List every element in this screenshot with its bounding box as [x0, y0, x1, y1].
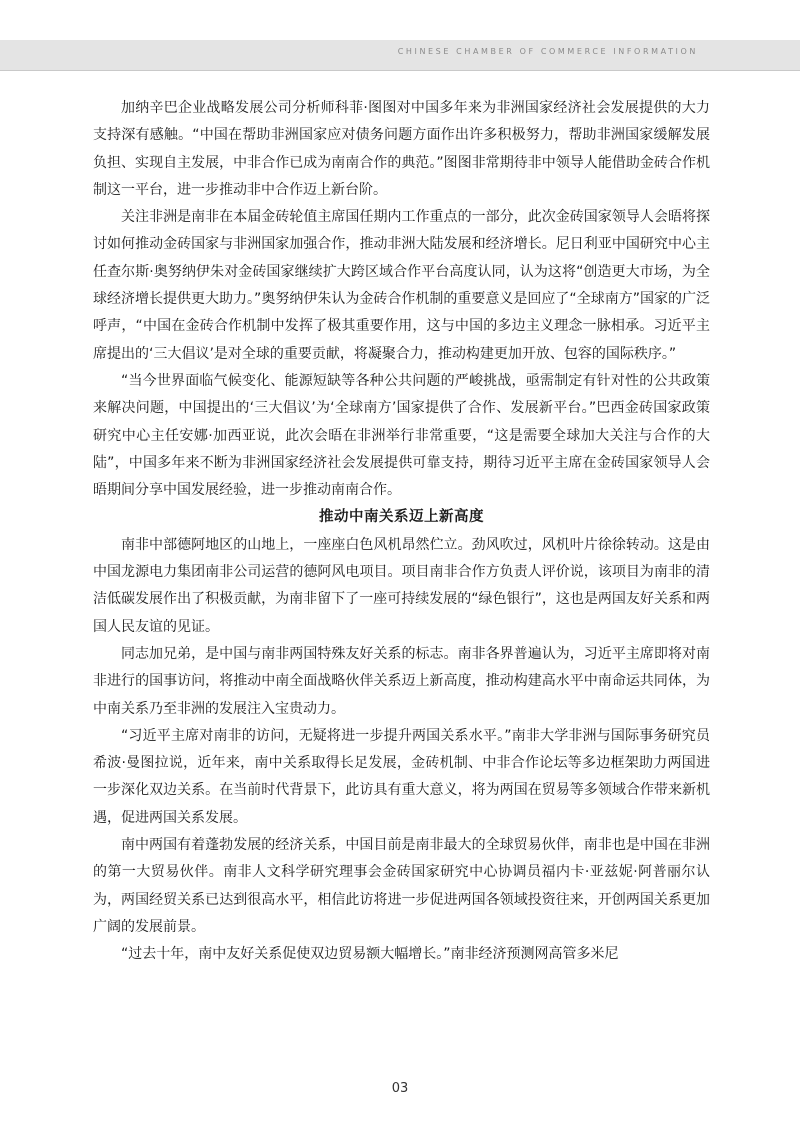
running-header-title: CHINESE CHAMBER OF COMMERCE INFORMATION [397, 47, 698, 56]
paragraph: 关注非洲是南非在本届金砖轮值主席国任期内工作重点的一部分，此次金砖国家领导人会晤将探讨如何推动金砖国家与非洲国家加强合作，推动非洲大陆发展和经济增长。尼日利亚中国研究中心主任查尔斯·奥努纳伊朱对金砖国家继续扩大跨区域合作平台高度认同，认为这将“创造更大市场，为全球经济增长提供更大助力。”奥努纳伊朱认为金砖合作机制的重要意义是回应了“全球南方”国家的广泛呼声，“中国在金砖合作机制中发挥了极其重要作用，这与中国的多边主义理念一脉相承。习近平主席提出的‘三大倡议’是对全球的重要贡献，将凝聚合力，推动构建更加开放、包容的国际秩序。” [93, 209, 710, 362]
paragraph: “过去十年，南中友好关系促使双边贸易额大幅增长。”南非经济预测网高管多米尼 [121, 946, 619, 963]
paragraph: 南中两国有着蓬勃发展的经济关系，中国目前是南非最大的全球贸易伙伴，南非也是中国在非洲的第一大贸易伙伴。南非人文科学研究理事会金砖国家研究中心协调员福内卡·亚兹妮·阿普丽尔认为，两国经贸关系已达到很高水平，相信此访将进一步促进两国各领域投资往来，开创两国关系更加广阔的发展前景。 [93, 837, 710, 935]
section-heading: 推动中南关系迈上新高度 [319, 509, 484, 526]
paragraph: 南非中部德阿地区的山地上，一座座白色风机昂然伫立。劲风吹过，风机叶片徐徐转动。这是由中国龙源电力集团南非公司运营的德阿风电项目。项目南非合作方负责人评价说，该项目为南非的清洁低碳发展作出了积极贡献，为南非留下了一座可持续发展的“绿色银行”，这也是两国友好关系和两国人民友谊的见证。 [93, 536, 710, 635]
paragraph: 加纳辛巴企业战略发展公司分析师科菲·图图对中国多年来为非洲国家经济社会发展提供的大力支持深有感触。“中国在帮助非洲国家应对债务问题方面作出许多积极努力，帮助非洲国家缓解发展负担、实现自主发展，中非合作已成为南南合作的典范。”图图非常期待非中领导人能借助金砖合作机制这一平台，进一步推动非中合作迈上新台阶。 [93, 100, 710, 198]
paragraph: 同志加兄弟，是中国与南非两国特殊友好关系的标志。南非各界普遍认为，习近平主席即将对南非进行的国事访问，将推动中南全面战略伙伴关系迈上新高度，推动构建高水平中南命运共同体，为中南关系乃至非洲的发展注入宝贵动力。 [93, 645, 710, 717]
paragraph: “当今世界面临气候变化、能源短缺等各种公共问题的严峻挑战，亟需制定有针对性的公共政策来解决问题，中国提出的‘三大倡议’为‘全球南方’国家提供了合作、发展新平台。”巴西金砖国家政策研究中心主任安娜·加西亚说，此次会晤在非洲举行非常重要，“这是需要全球加大关注与合作的大陆”，中国多年来不断为非洲国家经济社会发展提供可靠支持，期待习近平主席在金砖国家领导人会晤期间分享中国发展经验，进一步推动南南合作。 [93, 372, 710, 499]
paragraph: “习近平主席对南非的访问，无疑将进一步提升两国关系水平。”南非大学非洲与国际事务研究员希波·曼图拉说，近年来，南中关系取得长足发展，金砖机制、中非合作论坛等多边框架助力两国进一步深化双边关系。在当前时代背景下，此访具有重大意义，将为两国在贸易等多领域合作带来新机遇，促进两国关系发展。 [93, 727, 710, 826]
header-divider [0, 70, 800, 71]
page-number: 03 [391, 1081, 409, 1096]
article-body [93, 95, 710, 969]
